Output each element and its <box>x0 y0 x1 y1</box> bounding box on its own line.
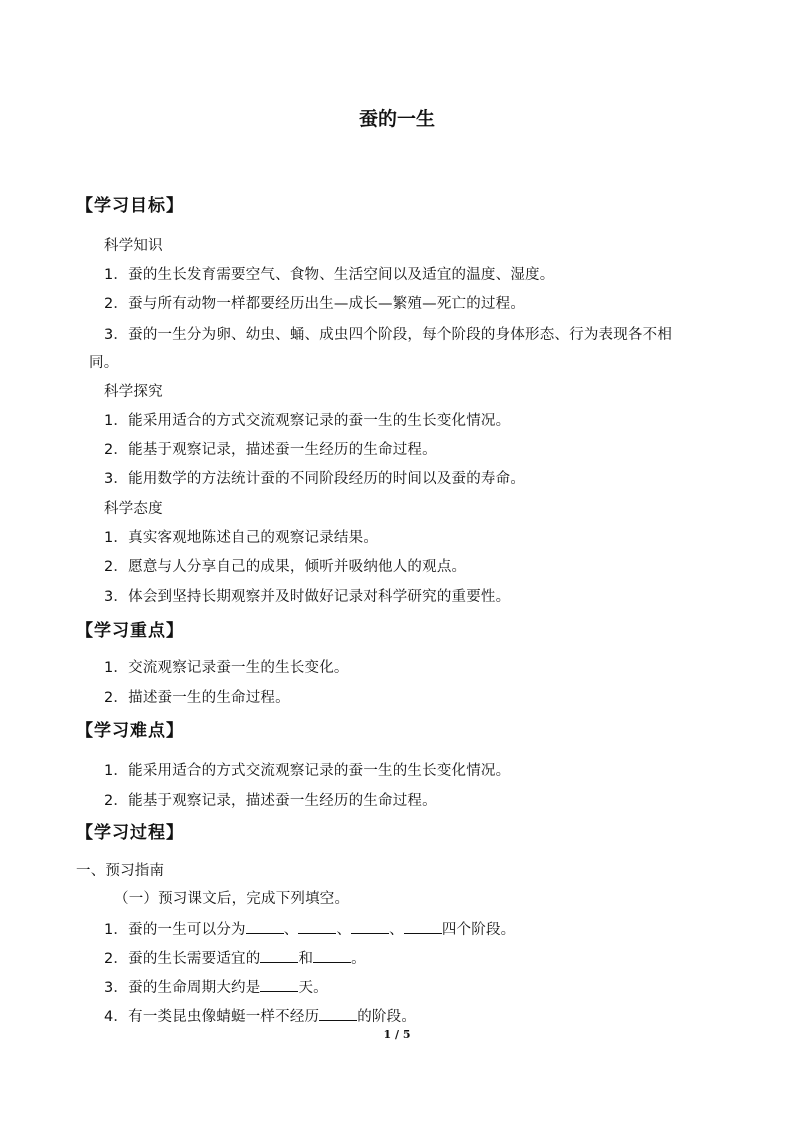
answer-blank-3[interactable] <box>260 977 298 992</box>
page-title: 蚕的一生 <box>358 108 435 130</box>
question-4-suffix: 的阶段。 <box>357 1009 417 1025</box>
question-4-text: 4．有一类昆虫像蜻蜓一样不经历 <box>104 1009 320 1025</box>
answer-blank-1c[interactable] <box>351 919 389 934</box>
inquiry-item-3: 3．能用数学的方法统计蚕的不同阶段经历的时间以及蚕的寿命。 <box>104 471 526 487</box>
difficulty-item-2: 2．能基于观察记录，描述蚕一生经历的生命过程。 <box>104 793 437 809</box>
answer-blank-2a[interactable] <box>260 948 298 963</box>
preview-instruction: （一）预习课文后，完成下列填空。 <box>114 891 350 907</box>
page-number: 1 / 5 <box>383 1028 411 1041</box>
blank-separator: 、 <box>283 922 299 938</box>
key-point-item-1: 1．交流观察记录蚕一生的生长变化。 <box>104 660 349 676</box>
knowledge-item-1: 1．蚕的生长发育需要空气、食物、生活空间以及适宜的温度、湿度。 <box>104 267 555 283</box>
answer-blank-1b[interactable] <box>298 919 336 934</box>
attitude-item-1: 1．真实客观地陈述自己的观察记录结果。 <box>104 530 379 546</box>
subheading-knowledge: 科学知识 <box>104 238 163 254</box>
blank-separator: 、 <box>336 922 352 938</box>
heading-learning-process: 【学习过程】 <box>76 823 184 843</box>
fill-question-3 <box>104 976 328 997</box>
answer-blank-2b[interactable] <box>313 948 351 963</box>
knowledge-item-3-continued: 同。 <box>89 355 119 371</box>
fill-question-2 <box>104 947 366 968</box>
answer-blank-1d[interactable] <box>404 919 442 934</box>
subheading-inquiry: 科学探究 <box>104 384 163 400</box>
question-2-suffix: 。 <box>351 951 366 967</box>
question-2-text: 2．蚕的生长需要适宜的 <box>104 951 261 967</box>
difficulty-item-1: 1．能采用适合的方式交流观察记录的蚕一生的生长变化情况。 <box>104 763 511 779</box>
question-1-suffix: 四个阶段。 <box>441 922 516 938</box>
attitude-item-2: 2．愿意与人分享自己的成果，倾听并吸纳他人的观点。 <box>104 559 467 575</box>
question-3-text: 3．蚕的生命周期大约是 <box>104 980 261 996</box>
blank-separator: 、 <box>389 922 404 938</box>
subheading-attitude: 科学态度 <box>104 501 163 517</box>
question-3-suffix: 天。 <box>298 980 328 996</box>
section-preview-guide: 一、预习指南 <box>76 863 165 879</box>
question-2-connector: 和 <box>298 951 314 967</box>
attitude-item-3: 3．体会到坚持长期观察并及时做好记录对科学研究的重要性。 <box>104 589 511 605</box>
heading-learning-goals: 【学习目标】 <box>76 196 184 216</box>
answer-blank-4[interactable] <box>319 1006 357 1021</box>
inquiry-item-2: 2．能基于观察记录，描述蚕一生经历的生命过程。 <box>104 442 437 458</box>
inquiry-item-1: 1．能采用适合的方式交流观察记录的蚕一生的生长变化情况。 <box>104 413 511 429</box>
knowledge-item-3: 3．蚕的一生分为卵、幼虫、蛹、成虫四个阶段，每个阶段的身体形态、行为表现各不相 <box>104 327 673 343</box>
heading-key-points: 【学习重点】 <box>76 621 184 641</box>
answer-blank-1a[interactable] <box>246 919 284 934</box>
knowledge-item-2: 2．蚕与所有动物一样都要经历出生—成长—繁殖—死亡的过程。 <box>104 296 526 312</box>
fill-question-1 <box>104 918 515 939</box>
heading-difficulties: 【学习难点】 <box>76 721 184 741</box>
question-1-text: 1．蚕的一生可以分为 <box>104 922 246 938</box>
key-point-item-2: 2．描述蚕一生的生命过程。 <box>104 690 290 706</box>
fill-question-4 <box>104 1005 416 1026</box>
